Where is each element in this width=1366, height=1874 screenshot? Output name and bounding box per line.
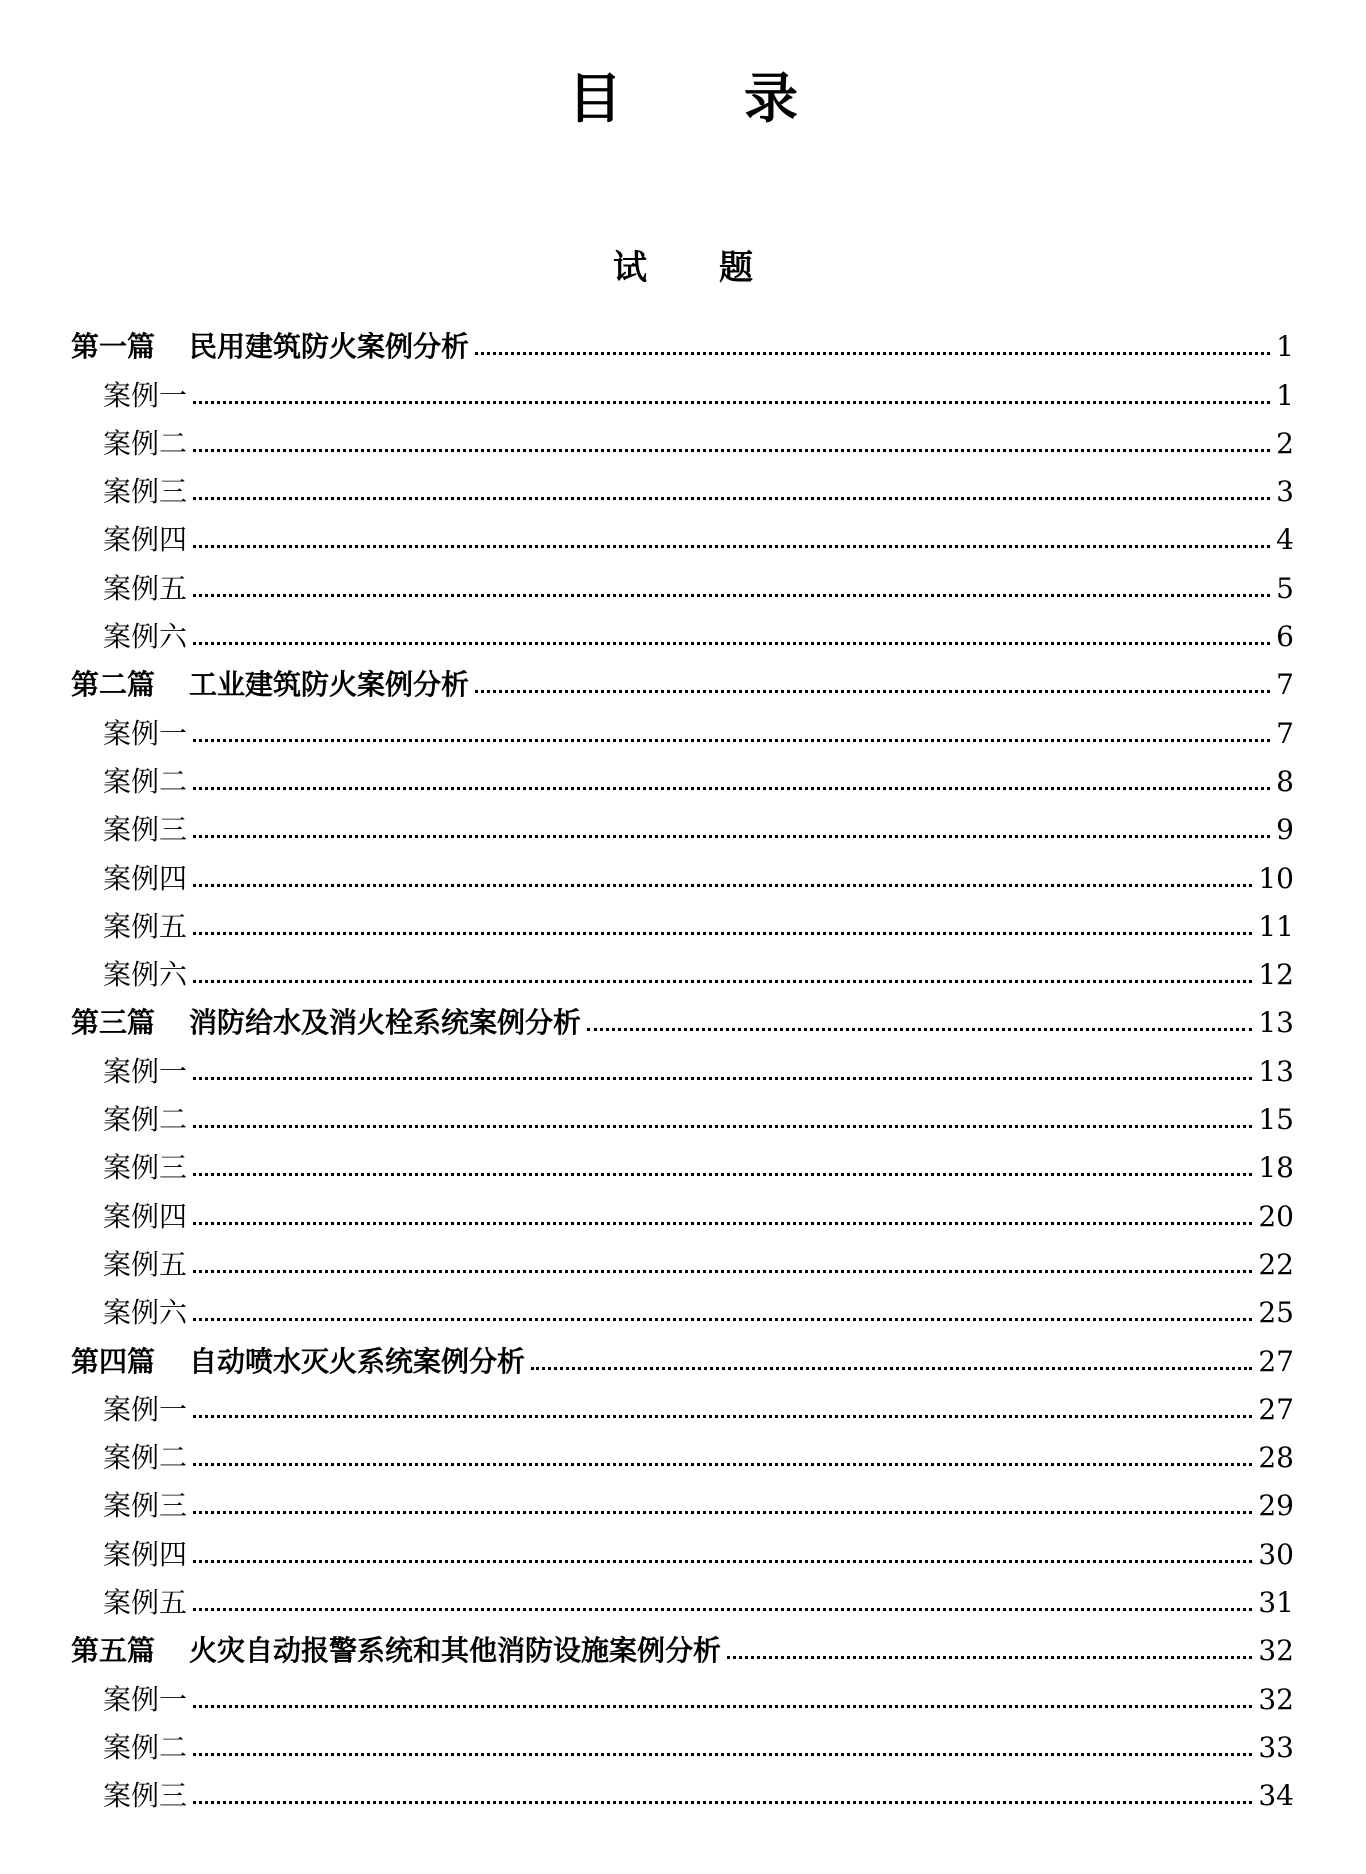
toc-part-entry[interactable] — [71, 654, 1294, 702]
dot-leader — [193, 448, 1270, 452]
toc-case-entry[interactable] — [71, 557, 1294, 605]
toc-case-entry[interactable] — [71, 1475, 1294, 1523]
toc-page-number: 9 — [1276, 813, 1294, 847]
toc-part-name: 自动喷水灭火系统案例分析 — [189, 1344, 526, 1378]
toc-page-number: 1 — [1276, 378, 1294, 412]
toc-case-entry[interactable] — [71, 751, 1294, 799]
toc-page-number: 29 — [1258, 1489, 1294, 1523]
toc-case-entry[interactable] — [71, 1089, 1294, 1137]
toc-part-label — [71, 1634, 721, 1668]
toc-case-label: 案例四 — [103, 523, 188, 557]
toc-case-entry[interactable] — [71, 1234, 1294, 1282]
toc-part-name: 消防给水及消火栓系统案例分析 — [189, 1006, 582, 1040]
toc-part-number: 第五篇 — [71, 1634, 156, 1668]
dot-leader — [193, 1752, 1252, 1756]
dot-leader — [193, 1704, 1252, 1708]
dot-leader — [193, 1172, 1252, 1176]
toc-case-entry[interactable] — [71, 1185, 1294, 1233]
toc-page-number: 31 — [1258, 1586, 1294, 1620]
toc-page-number: 33 — [1258, 1730, 1294, 1764]
dot-leader — [193, 1269, 1252, 1273]
toc-part-number: 第四篇 — [71, 1344, 156, 1378]
toc-page-number: 30 — [1258, 1537, 1294, 1571]
dot-leader — [193, 1076, 1252, 1080]
toc-part-entry[interactable] — [71, 1330, 1294, 1378]
toc-case-label: 案例一 — [103, 716, 188, 750]
toc-part-label — [71, 1006, 581, 1040]
toc-case-label: 案例四 — [103, 1537, 188, 1571]
dot-leader — [193, 593, 1270, 597]
toc-case-entry[interactable] — [71, 413, 1294, 461]
dot-leader — [193, 738, 1270, 742]
toc-page-number: 5 — [1276, 571, 1294, 605]
dot-leader — [193, 834, 1270, 838]
toc-case-label: 案例一 — [103, 378, 188, 412]
toc-case-entry[interactable] — [71, 1523, 1294, 1571]
page-title — [0, 62, 1366, 134]
dot-leader — [193, 1607, 1252, 1611]
dot-leader — [587, 1027, 1252, 1031]
toc-page-number: 32 — [1258, 1682, 1294, 1716]
dot-leader — [193, 786, 1270, 790]
dot-leader — [193, 1317, 1252, 1321]
toc-page-number: 13 — [1258, 1054, 1294, 1088]
toc-case-entry[interactable] — [71, 1040, 1294, 1088]
toc-case-entry[interactable] — [71, 944, 1294, 992]
toc-part-name: 民用建筑防火案例分析 — [189, 330, 470, 364]
dot-leader — [193, 1221, 1252, 1225]
toc-case-label: 案例二 — [103, 426, 188, 460]
toc-page-number: 7 — [1276, 668, 1294, 702]
toc-case-entry[interactable] — [71, 1765, 1294, 1813]
dot-leader — [193, 1124, 1252, 1128]
toc-page-number: 22 — [1258, 1247, 1294, 1281]
dot-leader — [475, 689, 1270, 693]
toc-page-number: 13 — [1258, 1006, 1294, 1040]
toc-case-label: 案例四 — [103, 1199, 188, 1233]
page-title-char-2: 录 — [744, 66, 798, 130]
toc-case-label: 案例六 — [103, 620, 188, 654]
toc-part-entry[interactable] — [71, 992, 1294, 1040]
section-title-char-1: 试 — [613, 248, 647, 288]
toc-case-label: 案例三 — [103, 1779, 188, 1813]
section-title — [0, 244, 1366, 292]
toc-case-label: 案例二 — [103, 764, 188, 798]
dot-leader — [727, 1655, 1252, 1659]
toc-page-number: 20 — [1258, 1199, 1294, 1233]
toc-case-label: 案例二 — [103, 1730, 188, 1764]
dot-leader — [475, 351, 1270, 355]
toc-case-label: 案例三 — [103, 1489, 188, 1523]
toc-page-number: 7 — [1276, 716, 1294, 750]
toc-case-label: 案例六 — [103, 958, 188, 992]
dot-leader — [193, 641, 1270, 645]
toc-page-number: 2 — [1276, 426, 1294, 460]
toc-page-number: 25 — [1258, 1296, 1294, 1330]
dot-leader — [531, 1366, 1252, 1370]
toc-case-entry[interactable] — [71, 364, 1294, 412]
dot-leader — [193, 979, 1252, 983]
toc-case-entry[interactable] — [71, 847, 1294, 895]
toc-case-entry[interactable] — [71, 1137, 1294, 1185]
toc-case-entry[interactable] — [71, 702, 1294, 750]
toc-part-number: 第一篇 — [71, 330, 156, 364]
toc-case-label: 案例二 — [103, 1441, 188, 1475]
toc-part-entry[interactable] — [71, 316, 1294, 364]
toc-page-number: 10 — [1258, 861, 1294, 895]
toc-part-entry[interactable] — [71, 1620, 1294, 1668]
toc-page-number: 32 — [1258, 1634, 1294, 1668]
dot-leader — [193, 1462, 1252, 1466]
dot-leader — [193, 496, 1270, 500]
toc-page-number: 6 — [1276, 620, 1294, 654]
toc-page-number: 4 — [1276, 523, 1294, 557]
toc-case-label: 案例五 — [103, 1247, 188, 1281]
toc-case-label: 案例一 — [103, 1054, 188, 1088]
toc-case-label: 案例三 — [103, 1151, 188, 1185]
toc-part-name: 火灾自动报警系统和其他消防设施案例分析 — [189, 1634, 722, 1668]
toc-case-entry[interactable] — [71, 1427, 1294, 1475]
toc-page-number: 3 — [1276, 475, 1294, 509]
toc-case-entry[interactable] — [71, 1379, 1294, 1427]
toc-page-number: 11 — [1258, 909, 1294, 943]
toc-part-number: 第三篇 — [71, 1006, 156, 1040]
toc-page-number: 1 — [1276, 330, 1294, 364]
toc-case-label: 案例五 — [103, 571, 188, 605]
table-of-contents — [71, 316, 1294, 1813]
toc-case-entry[interactable] — [71, 1668, 1294, 1716]
page-title-char-1: 目 — [568, 66, 622, 130]
toc-page-number: 18 — [1258, 1151, 1294, 1185]
toc-part-number: 第二篇 — [71, 668, 156, 702]
toc-case-label: 案例五 — [103, 1586, 188, 1620]
toc-case-label: 案例四 — [103, 861, 188, 895]
dot-leader — [193, 883, 1252, 887]
toc-page-number: 27 — [1258, 1392, 1294, 1426]
toc-part-name: 工业建筑防火案例分析 — [189, 668, 470, 702]
toc-part-label — [71, 330, 469, 364]
toc-case-entry[interactable] — [71, 799, 1294, 847]
toc-page-number: 8 — [1276, 764, 1294, 798]
toc-case-label: 案例三 — [103, 813, 188, 847]
toc-case-label: 案例一 — [103, 1682, 188, 1716]
toc-case-label: 案例五 — [103, 909, 188, 943]
toc-part-label — [71, 1345, 525, 1379]
toc-case-label: 案例三 — [103, 475, 188, 509]
toc-case-entry[interactable] — [71, 1572, 1294, 1620]
dot-leader — [193, 1559, 1252, 1563]
toc-page-number: 34 — [1258, 1779, 1294, 1813]
dot-leader — [193, 1800, 1252, 1804]
dot-leader — [193, 1510, 1252, 1514]
toc-page-number: 28 — [1258, 1441, 1294, 1475]
section-title-char-2: 题 — [719, 248, 753, 288]
toc-case-entry[interactable] — [71, 606, 1294, 654]
toc-page-number: 12 — [1258, 958, 1294, 992]
dot-leader — [193, 400, 1270, 404]
toc-page-number: 27 — [1258, 1344, 1294, 1378]
dot-leader — [193, 1414, 1252, 1418]
toc-case-label: 案例一 — [103, 1392, 188, 1426]
toc-case-label: 案例二 — [103, 1103, 188, 1137]
toc-case-label: 案例六 — [103, 1296, 188, 1330]
toc-case-entry[interactable] — [71, 509, 1294, 557]
dot-leader — [193, 931, 1252, 935]
toc-case-entry[interactable] — [71, 896, 1294, 944]
toc-page-number: 15 — [1258, 1103, 1294, 1137]
toc-case-entry[interactable] — [71, 1282, 1294, 1330]
dot-leader — [193, 544, 1270, 548]
toc-part-label — [71, 668, 469, 702]
toc-case-entry[interactable] — [71, 1717, 1294, 1765]
toc-case-entry[interactable] — [71, 461, 1294, 509]
